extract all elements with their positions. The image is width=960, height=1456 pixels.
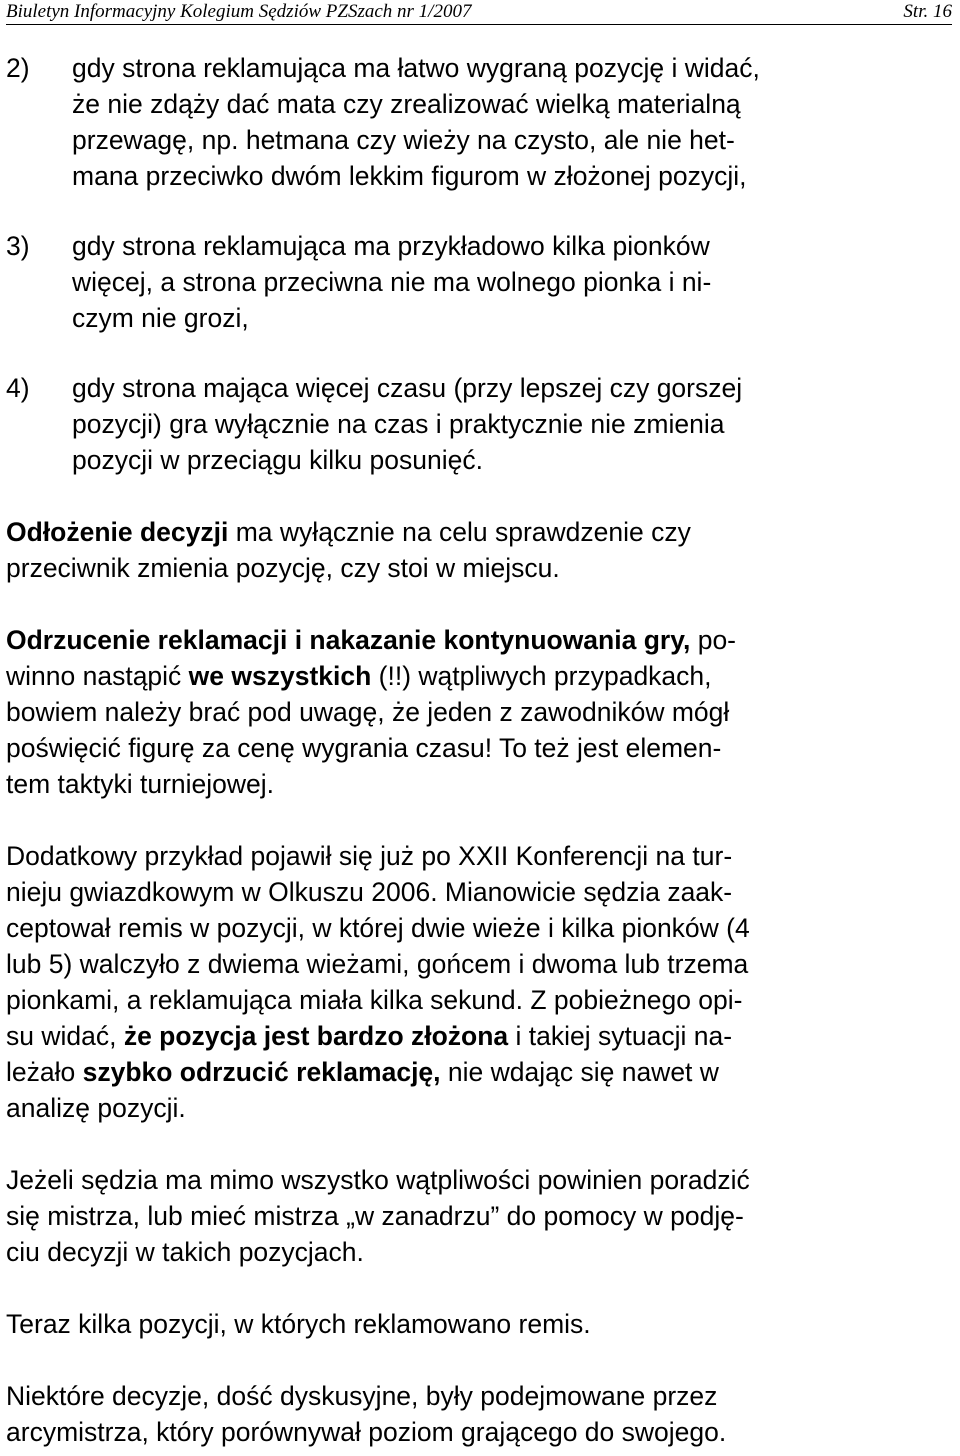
line: analizę pozycji.: [6, 1093, 186, 1123]
line: bowiem należy brać pod uwagę, że jeden z zawodników mógł: [6, 697, 730, 727]
line: Teraz kilka pozycji, w których reklamowano remis.: [6, 1309, 591, 1339]
line: Dodatkowy przykład pojawił się już po XXII Konferencji na tur-: [6, 841, 733, 871]
line: winno nastąpić we wszystkich (!!) wątpliwych przypadkach,: [6, 661, 712, 691]
line: Odrzucenie reklamacji i nakazanie kontynuowania gry, po-: [6, 625, 737, 655]
line: gdy strona reklamująca ma łatwo wygraną pozycję i widać,: [72, 53, 760, 83]
list-item-4: [6, 370, 884, 478]
line: że nie zdąży dać mata czy zrealizować wielką materialną: [72, 89, 741, 119]
line: poświęcić figurę za cenę wygrania czasu! To też jest elemen-: [6, 733, 722, 763]
list-number: 2): [6, 53, 30, 83]
line: su widać, że pozycja jest bardzo złożona i takiej sytuacji na-: [6, 1021, 733, 1051]
line: mana przeciwko dwóm lekkim figurom w złożonej pozycji,: [72, 161, 747, 191]
line: Jeżeli sędzia ma mimo wszystko wątpliwości powinien poradzić: [6, 1165, 750, 1195]
list-number: 3): [6, 231, 30, 261]
line: przewagę, np. hetmana czy wieży na czysto, ale nie het-: [72, 125, 735, 155]
bold-phrase: że pozycja jest bardzo złożona: [123, 1021, 509, 1051]
line: Odłożenie decyzji ma wyłącznie na celu sprawdzenie czy: [6, 517, 691, 547]
running-header: [6, 0, 952, 25]
page-number: Str. 16: [903, 1, 952, 22]
line: więcej, a strona przeciwna nie ma wolnego pionka i ni-: [72, 267, 712, 297]
bold-phrase: szybko odrzucić reklamację,: [82, 1057, 441, 1087]
paragraph-postponement: [6, 514, 884, 586]
line: lub 5) walczyło z dwiema wieżami, gońcem i dwoma lub trzema: [6, 949, 749, 979]
line: gdy strona reklamująca ma przykładowo kilka pionków: [72, 231, 710, 261]
list-item-3: [6, 228, 884, 336]
list-number: 4): [6, 373, 30, 403]
line: się mistrza, lub mieć mistrza „w zanadrzu” do pomocy w podję-: [6, 1201, 744, 1231]
bold-phrase: Odłożenie decyzji: [6, 517, 229, 547]
line: pozycji w przeciągu kilku posunięć.: [72, 445, 483, 475]
line: ceptował remis w pozycji, w której dwie wieże i kilka pionków (4: [6, 913, 750, 943]
line: arcymistrza, który porównywał poziom grającego do swojego.: [6, 1417, 727, 1447]
paragraph-consult-master: [6, 1162, 884, 1270]
line: ciu decyzji w takich pozycjach.: [6, 1237, 364, 1267]
paragraph-rejection: [6, 622, 884, 802]
paragraph-decisions: [6, 1378, 884, 1450]
line: Niektóre decyzje, dość dyskusyjne, były podejmowane przez: [6, 1381, 718, 1411]
line: przeciwnik zmienia pozycję, czy stoi w miejscu.: [6, 553, 560, 583]
line: czym nie grozi,: [72, 303, 249, 333]
line: leżało szybko odrzucić reklamację, nie wdając się nawet w: [6, 1057, 719, 1087]
line: nieju gwiazdkowym w Olkuszu 2006. Mianowicie sędzia zaak-: [6, 877, 733, 907]
line: gdy strona mająca więcej czasu (przy lepszej czy gorszej: [72, 373, 743, 403]
paragraph-positions-intro: [6, 1306, 884, 1342]
line: tem taktyki turniejowej.: [6, 769, 275, 799]
bulletin-title: Biuletyn Informacyjny Kolegium Sędziów PZSzach nr 1/2007: [6, 1, 472, 22]
bold-phrase: we wszystkich: [188, 661, 372, 691]
list-item-2: [6, 50, 884, 194]
line: pionkami, a reklamująca miała kilka sekund. Z pobieżnego opi-: [6, 985, 743, 1015]
bold-phrase: Odrzucenie reklamacji i nakazanie kontynuowania gry,: [6, 625, 691, 655]
line: pozycji) gra wyłącznie na czas i praktycznie nie zmienia: [72, 409, 725, 439]
document-body: [6, 50, 884, 1450]
paragraph-example: [6, 838, 884, 1126]
